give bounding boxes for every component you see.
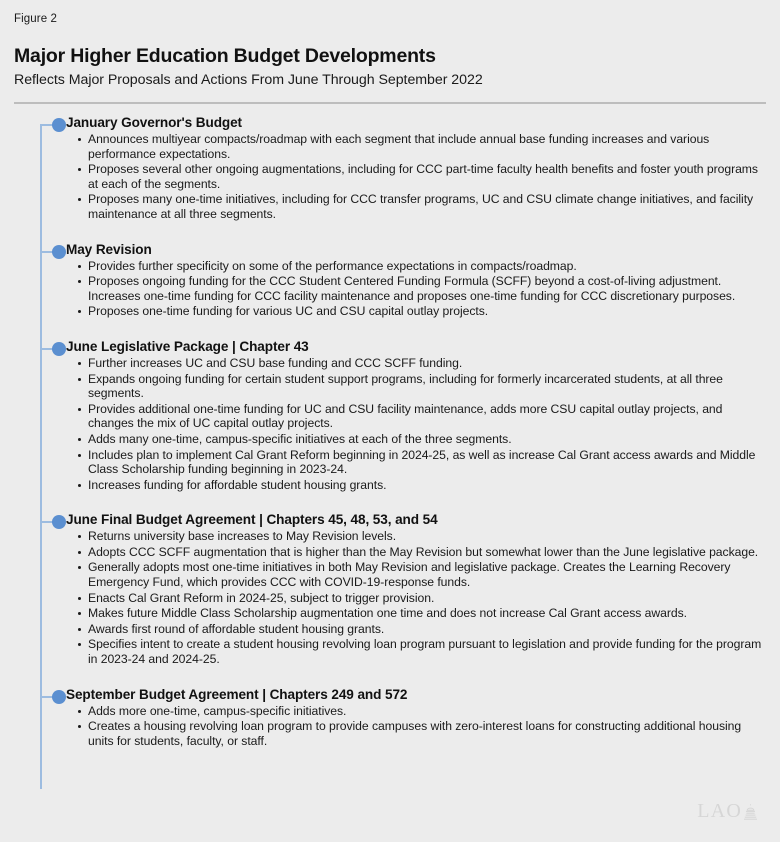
timeline-section-june-final-budget-agreement <box>14 511 766 666</box>
timeline-marker-dot-icon <box>52 342 66 356</box>
list-item: Expands ongoing funding for certain student support programs, including for formerly incarcerated students, at all three segments. <box>77 372 766 401</box>
list-item: Enacts Cal Grant Reform in 2024-25, subject to trigger provision. <box>77 591 766 606</box>
list-item: Adopts CCC SCFF augmentation that is higher than the May Revision but somewhat lower than the June legislative package. <box>77 545 766 560</box>
timeline-section-may-revision <box>14 241 766 319</box>
list-item: Includes plan to implement Cal Grant Reform beginning in 2024-25, as well as increase Cal Grant access awards and Middle Class Scholarship funding beginning in 2023-24. <box>77 448 766 477</box>
timeline-section-january-governors-budget <box>14 114 766 222</box>
timeline-marker-dot-icon <box>52 245 66 259</box>
list-item: Provides additional one-time funding for UC and CSU facility maintenance, adds more CSU capital outlay projects, and changes the mix of UC capital outlay projects. <box>77 402 766 431</box>
section-bullet-list <box>66 259 766 319</box>
list-item: Proposes several other ongoing augmentations, including for CCC part-time faculty health benefits and foster youth programs at each of the segments. <box>77 162 766 191</box>
timeline-section-june-legislative-package <box>14 338 766 492</box>
section-bullet-list <box>66 704 766 749</box>
list-item: Proposes many one-time initiatives, including for CCC transfer programs, UC and CSU climate change initiatives, and facility maintenance at all three segments. <box>77 192 766 221</box>
section-spacer <box>14 493 766 511</box>
list-item: Adds more one-time, campus-specific initiatives. <box>77 704 766 719</box>
capitol-dome-icon <box>743 803 758 820</box>
list-item: Returns university base increases to May Revision levels. <box>77 529 766 544</box>
timeline-marker-dot-icon <box>52 118 66 132</box>
page-title: Major Higher Education Budget Developments <box>14 45 436 67</box>
section-title: June Legislative Package | Chapter 43 <box>66 338 309 354</box>
list-item: Creates a housing revolving loan program to provide campuses with zero-interest loans for constructing additional housing units for students, faculty, or staff. <box>77 719 766 748</box>
section-title: June Final Budget Agreement | Chapters 45, 48, 53, and 54 <box>66 512 438 528</box>
list-item: Makes future Middle Class Scholarship augmentation one time and does not increase Cal Grant access awards. <box>77 606 766 621</box>
section-bullet-list <box>66 132 766 222</box>
list-item: Awards first round of affordable student housing grants. <box>77 622 766 637</box>
list-item: Proposes ongoing funding for the CCC Student Centered Funding Formula (SCFF) beyond a cost-of-living adjustment. Increases one-time funding for CCC facility maintenance and proposes one-time funding for CCC discretionary purposes. <box>77 274 766 303</box>
section-spacer <box>14 223 766 241</box>
list-item: Adds many one-time, campus-specific initiatives at each of the three segments. <box>77 432 766 447</box>
section-title: September Budget Agreement | Chapters 249 and 572 <box>66 686 408 702</box>
timeline-marker-icon <box>40 342 70 356</box>
section-spacer <box>14 668 766 686</box>
timeline-section-september-budget-agreement <box>14 686 766 749</box>
list-item: Provides further specificity on some of the performance expectations in compacts/roadmap. <box>77 259 766 274</box>
timeline-marker-icon <box>40 118 70 132</box>
lao-logo-text: LAO <box>697 800 742 822</box>
page-subtitle: Reflects Major Proposals and Actions From June Through September 2022 <box>14 72 483 88</box>
timeline-marker-dot-icon <box>52 690 66 704</box>
list-item: Proposes one-time funding for various UC and CSU capital outlay projects. <box>77 304 766 319</box>
list-item: Increases funding for affordable student housing grants. <box>77 478 766 493</box>
timeline-marker-icon <box>40 515 70 529</box>
list-item: Generally adopts most one-time initiatives in both May Revision and legislative package. Creates the Learning Recovery Emergency Fund, which provides CCC with COVID-19-response funds. <box>77 560 766 589</box>
section-spacer <box>14 320 766 338</box>
header-divider <box>14 102 766 104</box>
timeline-marker-dot-icon <box>52 515 66 529</box>
timeline-marker-icon <box>40 245 70 259</box>
list-item: Announces multiyear compacts/roadmap with each segment that include annual base funding increases and various performance expectations. <box>77 132 766 161</box>
lao-watermark-logo <box>697 802 758 820</box>
timeline-marker-icon <box>40 690 70 704</box>
section-title: January Governor's Budget <box>66 115 242 130</box>
list-item: Further increases UC and CSU base funding and CCC SCFF funding. <box>77 356 766 371</box>
section-bullet-list <box>66 356 766 492</box>
section-title: May Revision <box>66 241 152 257</box>
list-item: Specifies intent to create a student housing revolving loan program pursuant to legislation and provide funding for the program in 2023-24 and 2024-25. <box>77 637 766 666</box>
section-bullet-list <box>66 529 766 666</box>
timeline <box>14 114 766 748</box>
figure-label: Figure 2 <box>14 13 57 25</box>
